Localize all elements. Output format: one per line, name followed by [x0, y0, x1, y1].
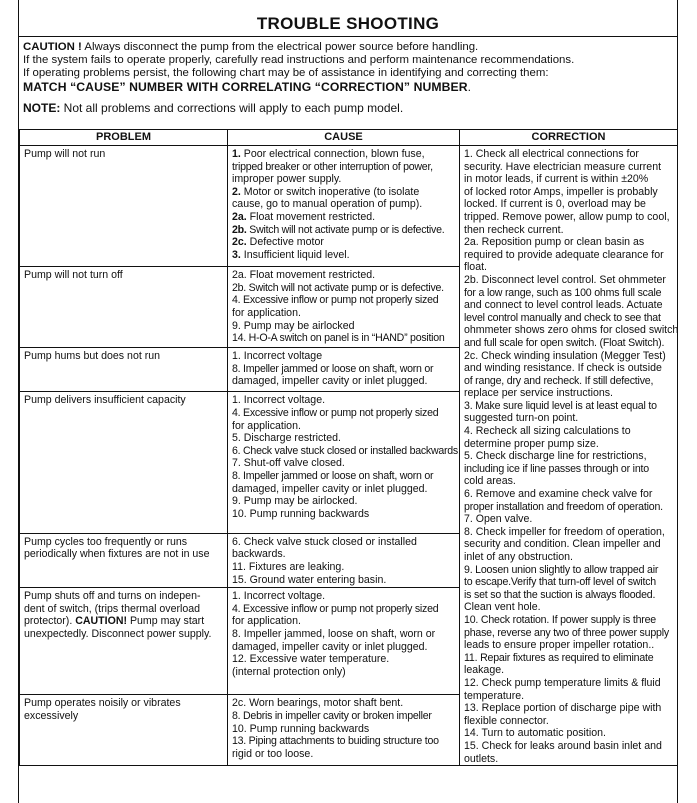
cause-text: 14. H-O-A switch on panel is in “HAND” position — [232, 332, 445, 345]
correction-line: and full scale for open switch. (Float Switch). — [464, 336, 665, 349]
cause-text: tripped breaker or other interruption of power, — [232, 160, 433, 173]
cause-text: 10. Pump running backwards — [232, 507, 370, 520]
cause-text: 9. Pump may be airlocked. — [232, 495, 358, 508]
correction-line: 9. Loosen union slightly to allow trapped air — [464, 563, 659, 576]
cause-text: 7. Shut-off valve closed. — [232, 457, 345, 470]
problem-text: Pump shuts off and turns on indepen- — [24, 590, 201, 603]
cause-text: damaged, impeller cavity or inlet plugged. — [232, 375, 428, 388]
problem-cell — [20, 392, 228, 533]
correction-line: security. Have electrician measure current — [464, 160, 662, 173]
cause-line — [232, 748, 457, 761]
intro-line-3: If operating problems persist, the following chart may be of assistance in identifying and correcting them: — [23, 67, 549, 80]
problem-text: excessively — [24, 709, 79, 722]
title-bar — [19, 0, 677, 37]
cause-line — [232, 495, 457, 508]
problem-text: unexpectedly. Disconnect power supply. — [24, 628, 212, 641]
cause-line — [232, 294, 457, 307]
cause-text: 8. Impeller jammed, loose on shaft, worn or — [232, 628, 436, 641]
cause-line — [232, 186, 457, 199]
correction-line: 11. Repair fixtures as required to eliminate — [464, 651, 654, 664]
cause-text: 9. Pump may be airlocked — [232, 319, 355, 332]
cause-cell — [228, 267, 460, 348]
note-text: Not all problems and corrections will apply to each pump model. — [60, 100, 404, 115]
correction-line: is set so that the suction is always flooded. — [464, 588, 656, 601]
cause-text: improper power supply. — [232, 173, 342, 186]
problem-cell — [20, 695, 228, 766]
problem-text: dent of switch, (trips thermal overload — [24, 602, 201, 615]
cause-line — [232, 628, 457, 641]
cause-text: 2a. Float movement restricted. — [232, 269, 376, 282]
intro-line-2: If the system fails to operate properly, carefully read instructions and perform maintenance recommendations. — [23, 54, 575, 67]
cause-cell — [228, 392, 460, 533]
problem-text: Pump cycles too frequently or runs — [24, 535, 188, 548]
cause-line — [232, 420, 457, 433]
cause-text: Float movement restricted. — [246, 210, 376, 223]
problem-cell — [20, 146, 228, 267]
correction-line: 6. Remove and examine check valve for — [464, 488, 653, 501]
cause-line — [232, 574, 457, 587]
cause-text: Defective motor — [246, 236, 324, 249]
cause-cell — [228, 588, 460, 695]
correction-line: suggested turn-on point. — [464, 412, 579, 425]
match-bold: MATCH “CAUSE” NUMBER WITH CORRELATING “CORRECTION” NUMBER — [23, 79, 468, 94]
caution-label: CAUTION ! — [23, 41, 82, 53]
correction-line: in motor leads, if current is within ±20% — [464, 173, 649, 186]
cause-line — [232, 161, 457, 174]
cause-text: Insufficient liquid level. — [240, 248, 350, 261]
cause-text: 1. Incorrect voltage. — [232, 394, 326, 407]
cause-text: 2c. Worn bearings, motor shaft bent. — [232, 697, 404, 710]
correction-line: determine proper pump size. — [464, 437, 599, 450]
cause-line — [232, 723, 457, 736]
correction-line: of range, dry and recheck. If still defective, — [464, 374, 654, 387]
cause-line — [232, 615, 457, 628]
correction-line: level control manually and check to see that — [464, 311, 661, 324]
table-header-row — [20, 130, 678, 146]
cause-text: 8. Impeller jammed or loose on shaft, worn or — [232, 469, 434, 482]
correction-line: proper installation and freedom of operation. — [464, 500, 663, 513]
cause-line — [232, 653, 457, 666]
cause-text: 4. Excessive inflow or pump not properly sized — [232, 406, 439, 419]
cause-number: 1. — [232, 148, 241, 160]
cause-text: 4. Excessive inflow or pump not properly sized — [232, 294, 439, 307]
cause-line — [232, 603, 457, 616]
correction-line: and winding resistance. If check is outside — [464, 362, 662, 375]
cause-text: rigid or too loose. — [232, 747, 314, 760]
cause-line — [232, 407, 457, 420]
cause-line — [232, 332, 457, 345]
match-instruction — [23, 81, 677, 94]
cause-text: (internal protection only) — [232, 665, 346, 678]
cause-cell — [228, 533, 460, 588]
cause-text: for application. — [232, 615, 301, 628]
correction-line: 5. Check discharge line for restrictions, — [464, 450, 647, 463]
page-title: TROUBLE SHOOTING — [256, 14, 440, 33]
cause-line — [232, 375, 457, 388]
cause-line — [232, 148, 457, 161]
cause-text: 5. Discharge restricted. — [232, 432, 341, 445]
cause-cell — [228, 347, 460, 391]
cause-line — [232, 432, 457, 445]
problem-text: Pump will not run — [24, 148, 106, 160]
cause-line — [232, 735, 457, 748]
cause-line — [232, 457, 457, 470]
cause-text: cause, go to manual operation of pump). — [232, 198, 423, 211]
problem-text: protector). CAUTION! Pump may start — [24, 615, 205, 628]
header-correction: CORRECTION — [460, 130, 678, 146]
problem-text: Pump operates noisily or vibrates — [24, 697, 181, 710]
cause-cell — [228, 695, 460, 766]
cause-line — [232, 269, 457, 282]
caution-text: Always disconnect the pump from the electrical power source before handling. — [81, 41, 479, 53]
cause-line — [232, 211, 457, 224]
problem-cell — [20, 347, 228, 391]
cause-text: 4. Excessive inflow or pump not properly sized — [232, 602, 439, 615]
correction-line: outlets. — [464, 752, 499, 765]
cause-text: 2b. Switch will not activate pump or is defective. — [232, 281, 444, 294]
header-problem: PROBLEM — [20, 130, 228, 146]
problem-text: periodically when fixtures are not in use — [24, 548, 210, 561]
cause-number: 2b. — [232, 223, 247, 236]
correction-line: 2c. Check winding insulation (Megger Test) — [464, 349, 666, 362]
cause-text: Poor electrical connection, blown fuse, — [240, 148, 425, 160]
cause-text: for application. — [232, 419, 301, 432]
correction-line: 8. Check impeller for freedom of operation, — [464, 525, 665, 538]
cause-line — [232, 173, 457, 186]
correction-line: to escape.Verify that turn-off level of switch — [464, 576, 656, 589]
cause-line — [232, 307, 457, 320]
cause-text: 8. Debris in impeller cavity or broken impeller — [232, 709, 432, 722]
cause-line — [232, 224, 457, 237]
cause-line — [232, 666, 457, 679]
cause-text: 6. Check valve stuck closed or installed backwards. — [232, 444, 461, 457]
correction-line: 7. Open valve. — [464, 513, 533, 526]
correction-line: Clean vent hole. — [464, 601, 541, 614]
cause-text: Motor or switch inoperative (to isolate — [240, 185, 420, 198]
correction-line: temperature. — [464, 689, 525, 702]
cause-number: 3. — [232, 248, 241, 261]
cause-number: 2c. — [232, 236, 247, 249]
problem-cell — [20, 588, 228, 695]
correction-line: of locked rotor Amps, impeller is probably — [464, 185, 658, 198]
problem-cell — [20, 533, 228, 588]
problem-text: Pump will not turn off — [24, 269, 123, 282]
cause-line — [232, 548, 457, 561]
cause-line — [232, 320, 457, 333]
cause-line — [232, 536, 457, 549]
correction-line: required to provide adequate clearance for — [464, 248, 664, 261]
cause-line — [232, 590, 457, 603]
cause-number: 2a. — [232, 210, 247, 223]
correction-line: leakage. — [464, 664, 505, 677]
correction-line: 2b. Disconnect level control. Set ohmmeter — [464, 273, 666, 286]
cause-number: 2. — [232, 185, 241, 198]
correction-line: 12. Check pump temperature limits & fluid — [464, 676, 661, 689]
cause-text: 15. Ground water entering basin. — [232, 573, 387, 586]
correction-line: locked. If current is 0, overload may be — [464, 198, 646, 211]
cause-line — [232, 282, 457, 295]
note-label: NOTE: — [23, 100, 61, 115]
correction-line: inlet of any obstruction. — [464, 551, 573, 563]
correction-line: 15. Check for leaks around basin inlet and — [464, 739, 662, 752]
correction-line: for a low range, such as 100 ohms full scale — [464, 286, 662, 299]
correction-line: leads to ensure proper impeller rotation.. — [464, 639, 655, 652]
correction-line: 13. Replace portion of discharge pipe with — [464, 702, 662, 715]
correction-line: 3. Make sure liquid level is at least equal to — [464, 399, 657, 412]
correction-line: 1. Check all electrical connections for — [464, 148, 639, 160]
cause-text: 13. Piping attachments to buiding structure too — [232, 735, 439, 748]
correction-line: 4. Recheck all sizing calculations to — [464, 425, 631, 438]
cause-line — [232, 363, 457, 376]
header-cause: CAUSE — [228, 130, 460, 146]
cause-text: 8. Impeller jammed or loose on shaft, worn or — [232, 362, 434, 375]
cause-text: backwards. — [232, 548, 286, 561]
cause-text: 1. Incorrect voltage. — [232, 590, 326, 603]
intro-block — [19, 37, 677, 94]
correction-cell — [460, 146, 678, 766]
cause-line — [232, 249, 457, 262]
cause-line — [232, 641, 457, 654]
troubleshooting-page — [18, 0, 678, 803]
table-row — [20, 146, 678, 267]
caution-line — [23, 41, 677, 54]
cause-line — [232, 198, 457, 211]
correction-line: then recheck current. — [464, 223, 564, 236]
cause-text: damaged, impeller cavity or inlet plugged. — [232, 640, 428, 653]
cause-line — [232, 508, 457, 521]
cause-cell — [228, 146, 460, 267]
note-line — [19, 94, 677, 115]
correction-line: ohmmeter shows zero ohms for closed switch — [464, 324, 679, 337]
cause-text: damaged, impeller cavity or inlet plugged. — [232, 482, 428, 495]
cause-line — [232, 483, 457, 496]
correction-line: tripped. Remove power, allow pump to cool, — [464, 210, 670, 223]
correction-line: 10. Check rotation. If power supply is three — [464, 613, 656, 626]
cause-line — [232, 697, 457, 710]
cause-line — [232, 236, 457, 249]
correction-line: replace per service instructions. — [464, 387, 613, 400]
cause-line — [232, 470, 457, 483]
cause-text: 6. Check valve stuck closed or installed — [232, 535, 417, 548]
cause-line — [232, 394, 457, 407]
cause-line — [232, 444, 461, 458]
correction-line: phase, reverse any two of three power supply — [464, 626, 669, 639]
cause-text: 10. Pump running backwards — [232, 722, 370, 735]
cause-text: 12. Excessive water temperature. — [232, 653, 390, 666]
correction-line: including ice if line passes through or into — [464, 462, 649, 475]
correction-line: 14. Turn to automatic position. — [464, 727, 606, 740]
correction-line: float. — [464, 261, 487, 274]
correction-line: flexible connector. — [464, 714, 549, 727]
cause-line — [232, 710, 457, 723]
match-tail: . — [467, 79, 472, 94]
cause-line — [232, 561, 457, 574]
problem-text: Pump hums but does not run — [24, 349, 161, 362]
correction-line: cold areas. — [464, 475, 516, 488]
correction-line: 2a. Reposition pump or clean basin as — [464, 236, 645, 249]
cause-text: Switch will not activate pump or is defective. — [246, 223, 445, 236]
problem-text: Pump delivers insufficient capacity — [24, 394, 186, 407]
correction-line: security and condition. Clean impeller and — [464, 538, 661, 551]
troubleshooting-table — [19, 129, 678, 766]
cause-line — [232, 350, 457, 363]
table-body — [20, 146, 678, 766]
correction-line: and connect to level control leads. Actuate — [464, 299, 663, 312]
cause-text: 11. Fixtures are leaking. — [232, 560, 345, 573]
cause-text: 1. Incorrect voltage — [232, 349, 323, 362]
problem-cell — [20, 267, 228, 348]
cause-text: for application. — [232, 306, 301, 319]
